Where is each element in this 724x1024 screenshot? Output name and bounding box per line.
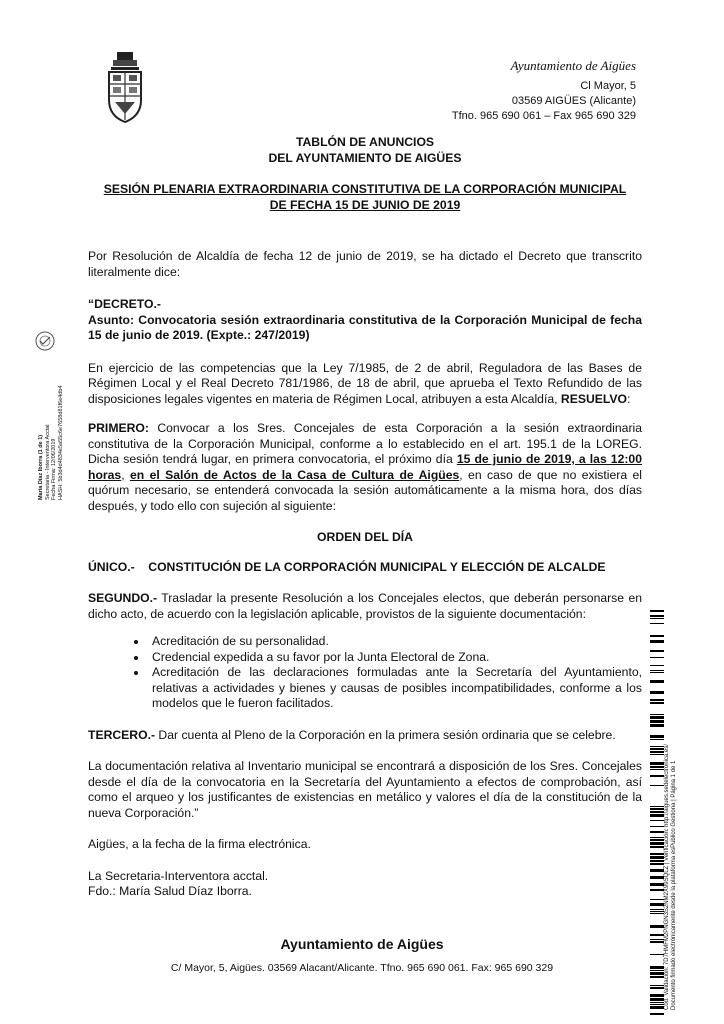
list-item: • Credencial expedida a su favor por la Junta Electoral de Zona. [148, 650, 642, 666]
resuelvo-label: RESUELVO [560, 391, 628, 406]
primero-text: Convocar a los Sres. Concejales de esta Corporación a la sesión extraordinaria constitutiva de la Corporación Municipal, conforme a lo establecido en el art. 195.1 de la LOREG. Dicha sesión tendrá lugar, en primera convocatoria, el próximo día [88, 421, 642, 466]
intro-paragraph: Por Resolución de Alcaldía de fecha 12 de junio de 2019, se ha dictado el Decreto que transcrito literalmente dice: [88, 249, 642, 279]
header-phone: Tfno. 965 690 061 – Fax 965 690 329 [451, 110, 636, 122]
list-item: • Acreditación de su personalidad. [148, 634, 642, 650]
unico-text: CONSTITUCIÓN DE LA CORPORACIÓN MUNICIPAL Y ELECCIÓN DE ALCALDE [148, 559, 606, 574]
documentation-list [88, 634, 642, 712]
competencias-text: En ejercicio de las competencias que la Ley 7/1985, de 2 de abril, Reguladora de las Bases de Régimen Local y el Real Decreto 781/1986, de 18 de abril, que aprueba el Texto Refundido de las disposiciones legales vigentes en materia de Régimen Local, atribuyen a esta Alcaldía, [88, 360, 642, 406]
tercero-text: Dar cuenta al Pleno de la Corporación en la primera sesión ordinaria que se celebre. [155, 727, 616, 742]
document-body [88, 135, 642, 900]
session-title-2: DE FECHA 15 DE JUNIO DE 2019 [269, 197, 461, 212]
segundo-paragraph [88, 591, 642, 622]
coat-of-arms-logo [103, 50, 147, 128]
signer-role: La Secretaria-Interventora acctal. [88, 868, 269, 883]
segundo-text: Trasladar la presente Resolución a los Concejales electos, que deberán personarse en dicho acto, de acuerdo con la legislación aplicable, provistos de la siguiente documentación: [88, 591, 642, 621]
side-signature-text [38, 330, 64, 500]
orden-title: ORDEN DEL DÍA [317, 530, 413, 544]
side-hash: HASH: 5b3d4d4834e5a55c6e7658d81f6e4db4 [57, 385, 64, 500]
competencias-paragraph: En ejercicio de las competencias que la Ley 7/1985, de 2 de abril, Reguladora de las Bases de Régimen Local y el Real Decreto 781/1986, de 18 de abril, que aprueba el Texto Refundido de las disposiciones legales vigentes en materia de Régimen Local, atribuyen a esta Alcaldía, RESUELVO: [88, 360, 642, 406]
side-signer: María Díaz Iborra (1 de 1) [38, 434, 44, 500]
footer-contact: C/ Mayor, 5, Aigües. 03569 Alacant/Alicante. Tfno. 965 690 061. Fax: 965 690 329 [170, 962, 554, 974]
side-date: Fecha Firma: 12/06/2019 [51, 438, 57, 500]
signer-name: Fdo.: María Salud Díaz Iborra. [88, 884, 252, 898]
primero-place: en el Salón de Actos de la Casa de Cultura de Aigües [129, 467, 460, 482]
tercero-paragraph [88, 728, 642, 744]
place-date: Aigües, a la fecha de la firma electrónica. [88, 837, 311, 851]
session-title-1: SESIÓN PLENARIA EXTRAORDINARIA CONSTITUTIVA DE LA CORPORACIÓN MUNICIPAL [103, 182, 627, 196]
tercero-label: TERCERO.- [88, 727, 156, 742]
unico-item [88, 560, 642, 576]
list-item: • Acreditación de las declaraciones formuladas ante la Secretaría del Ayuntamiento, relativas a actividades y bienes y causas de posibles incompatibilidades, conforme a los modelos que le fueron facilitados. [148, 665, 642, 712]
primero-rest: , en caso de que no existiera el quórum necesario, se entenderá convocada la sesión automáticamente a la misma hora, dos días después, y todo ello con sujeción al siguiente: [88, 467, 642, 513]
header-postal: 03569 AIGÜES (Alicante) [511, 95, 636, 107]
header-address: Cl Mayor, 5 [580, 80, 636, 92]
primero-label: PRIMERO: [88, 421, 149, 435]
validation-line-2: Documento firmado electrónicamente desde la plataforma esPublico Gestiona | Página 1 de 1 [671, 760, 677, 1010]
validation-barcode [650, 610, 708, 1015]
primero-paragraph: PRIMERO: Convocar a los Sres. Concejales de esta Corporación a la sesión extraordinaria constitutiva de la Corporación Municipal, conforme a lo establecido en el art. 195.1 de la LOREG. Dicha sesión tendrá lugar, en primera convocatoria, el próximo día 15 de junio de 2019, a las 12:00 horas, en el Salón de Actos de la Casa de Cultura de Aigües, en caso de que no existiera el quórum necesario, se entenderá convocada la sesión automáticamente a la misma hora, dos días después, y todo ello con sujeción al siguiente: [88, 421, 642, 513]
board-title-2: DEL AYUNTAMIENTO DE AIGÜES [268, 150, 462, 165]
header-contact [452, 58, 636, 124]
decreto-heading: “DECRETO.- [88, 297, 161, 311]
asunto-paragraph: Asunto: Convocatoria sesión extraordinaria constitutiva de la Corporación Municipal de fecha 15 de junio de 2019. (Expte.: 247/2019) [88, 312, 642, 342]
validation-text [664, 744, 678, 1010]
primero-date: 15 de junio de 2019, a las 12:00 horas [88, 452, 642, 482]
segundo-label: SEGUNDO.- [88, 591, 158, 605]
side-signature [10, 170, 70, 500]
header-org-name: Ayuntamiento de Aigües [510, 58, 636, 73]
unico-label: ÚNICO.- [88, 559, 135, 574]
board-title-1: TABLÓN DE ANUNCIOS [295, 135, 435, 149]
inventario-paragraph: La documentación relativa al Inventario municipal se encontrará a disposición de los Sres. Concejales desde el día de la convocatoria en la Secretaría del Ayuntamiento a efectos de comprobación, así como el arqueo y los justificantes de existencias en metálico y valores el día de la constitución de la nueva Corporación.” [88, 759, 642, 820]
footer-org-name: Ayuntamiento de Aigües [280, 936, 444, 952]
validation-line-1: Cód. Validación: 7D7HMFM2PNGN3S2NM2X99SQLZ | Verificación: http://aigues.sedelectronica.es/ [664, 744, 670, 1010]
signature-seal-icon [34, 330, 56, 352]
side-role: Secretaria - Interventora Acctal [44, 424, 51, 500]
